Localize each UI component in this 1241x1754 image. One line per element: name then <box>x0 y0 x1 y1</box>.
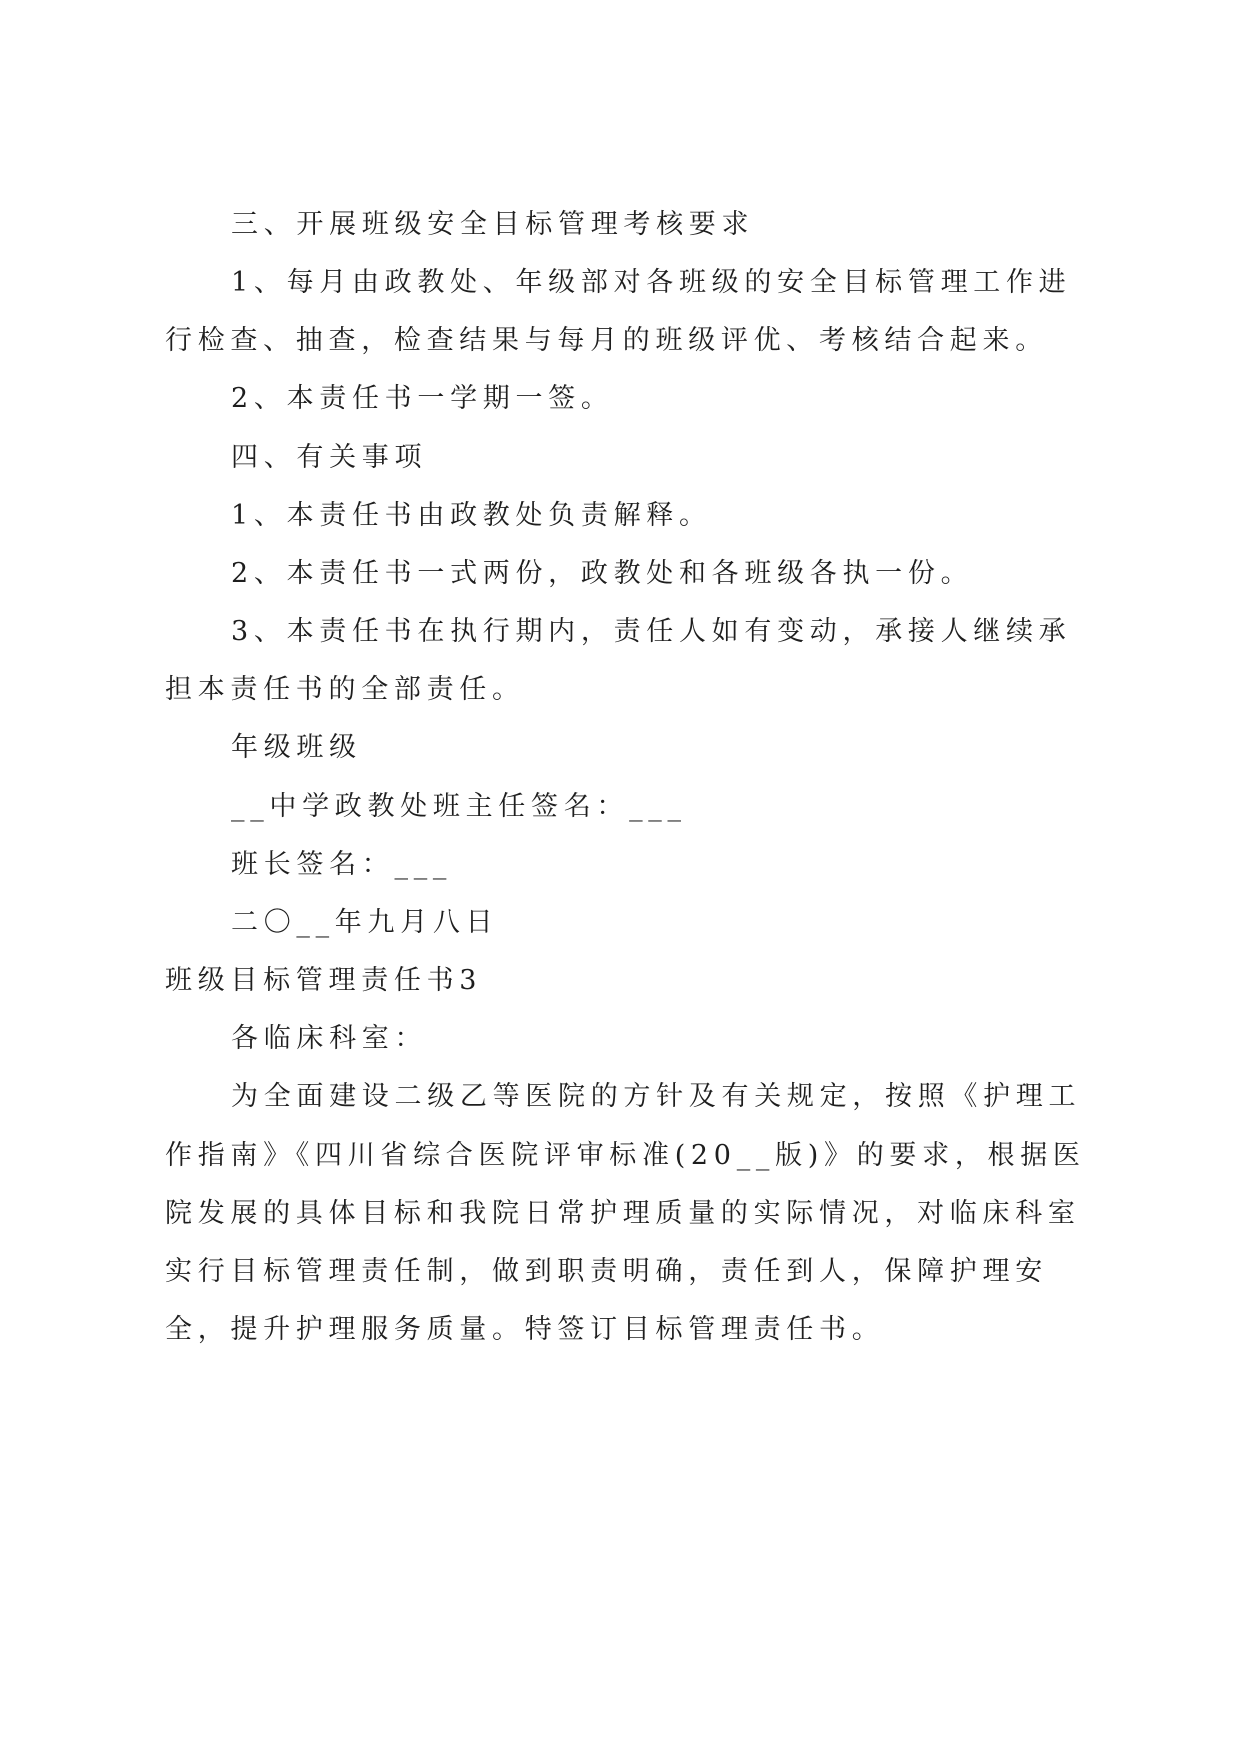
document-body <box>165 196 1105 1359</box>
intro-paragraph-line: 实行目标管理责任制，做到职责明确，责任到人，保障护理安 <box>165 1255 1048 1287</box>
intro-paragraph-line: 全，提升护理服务质量。特签订目标管理责任书。 <box>165 1313 885 1345</box>
monitor-signature-line: 班长签名：___ <box>231 848 453 880</box>
section-four-item1: 1、本责任书由政教处负责解释。 <box>231 499 712 531</box>
section-four-item3-line: 担本责任书的全部责任。 <box>165 674 525 706</box>
salutation: 各临床科室： <box>231 1023 428 1055</box>
section-three-heading: 三、开展班级安全目标管理考核要求 <box>231 209 755 240</box>
section-four-item3-line: 3、本责任书在执行期内，责任人如有变动，承接人继续承 <box>231 616 1072 648</box>
section-three-item1-line: 1、每月由政教处、年级部对各班级的安全目标管理工作进 <box>231 267 1072 299</box>
intro-paragraph-line: 院发展的具体目标和我院日常护理质量的实际情况，对临床科室 <box>165 1197 1081 1229</box>
signing-date: 二〇__年九月八日 <box>231 906 499 938</box>
document-title: 班级目标管理责任书3 <box>165 965 483 997</box>
intro-paragraph-line: 作指南》《四川省综合医院评审标准(20__版)》的要求，根据医 <box>165 1139 1086 1171</box>
intro-paragraph-line: 为全面建设二级乙等医院的方针及有关规定，按照《护理工 <box>231 1081 1082 1113</box>
section-four-heading: 四、有关事项 <box>231 441 428 473</box>
teacher-signature-line: __中学政教处班主任签名：___ <box>231 790 687 822</box>
section-three-item1-line: 行检查、抽查，检查结果与每月的班级评优、考核结合起来。 <box>165 325 1048 357</box>
grade-class-label: 年级班级 <box>231 732 362 764</box>
section-three-item2: 2、本责任书一学期一签。 <box>231 383 614 415</box>
section-four-item2: 2、本责任书一式两份，政教处和各班级各执一份。 <box>231 557 974 589</box>
